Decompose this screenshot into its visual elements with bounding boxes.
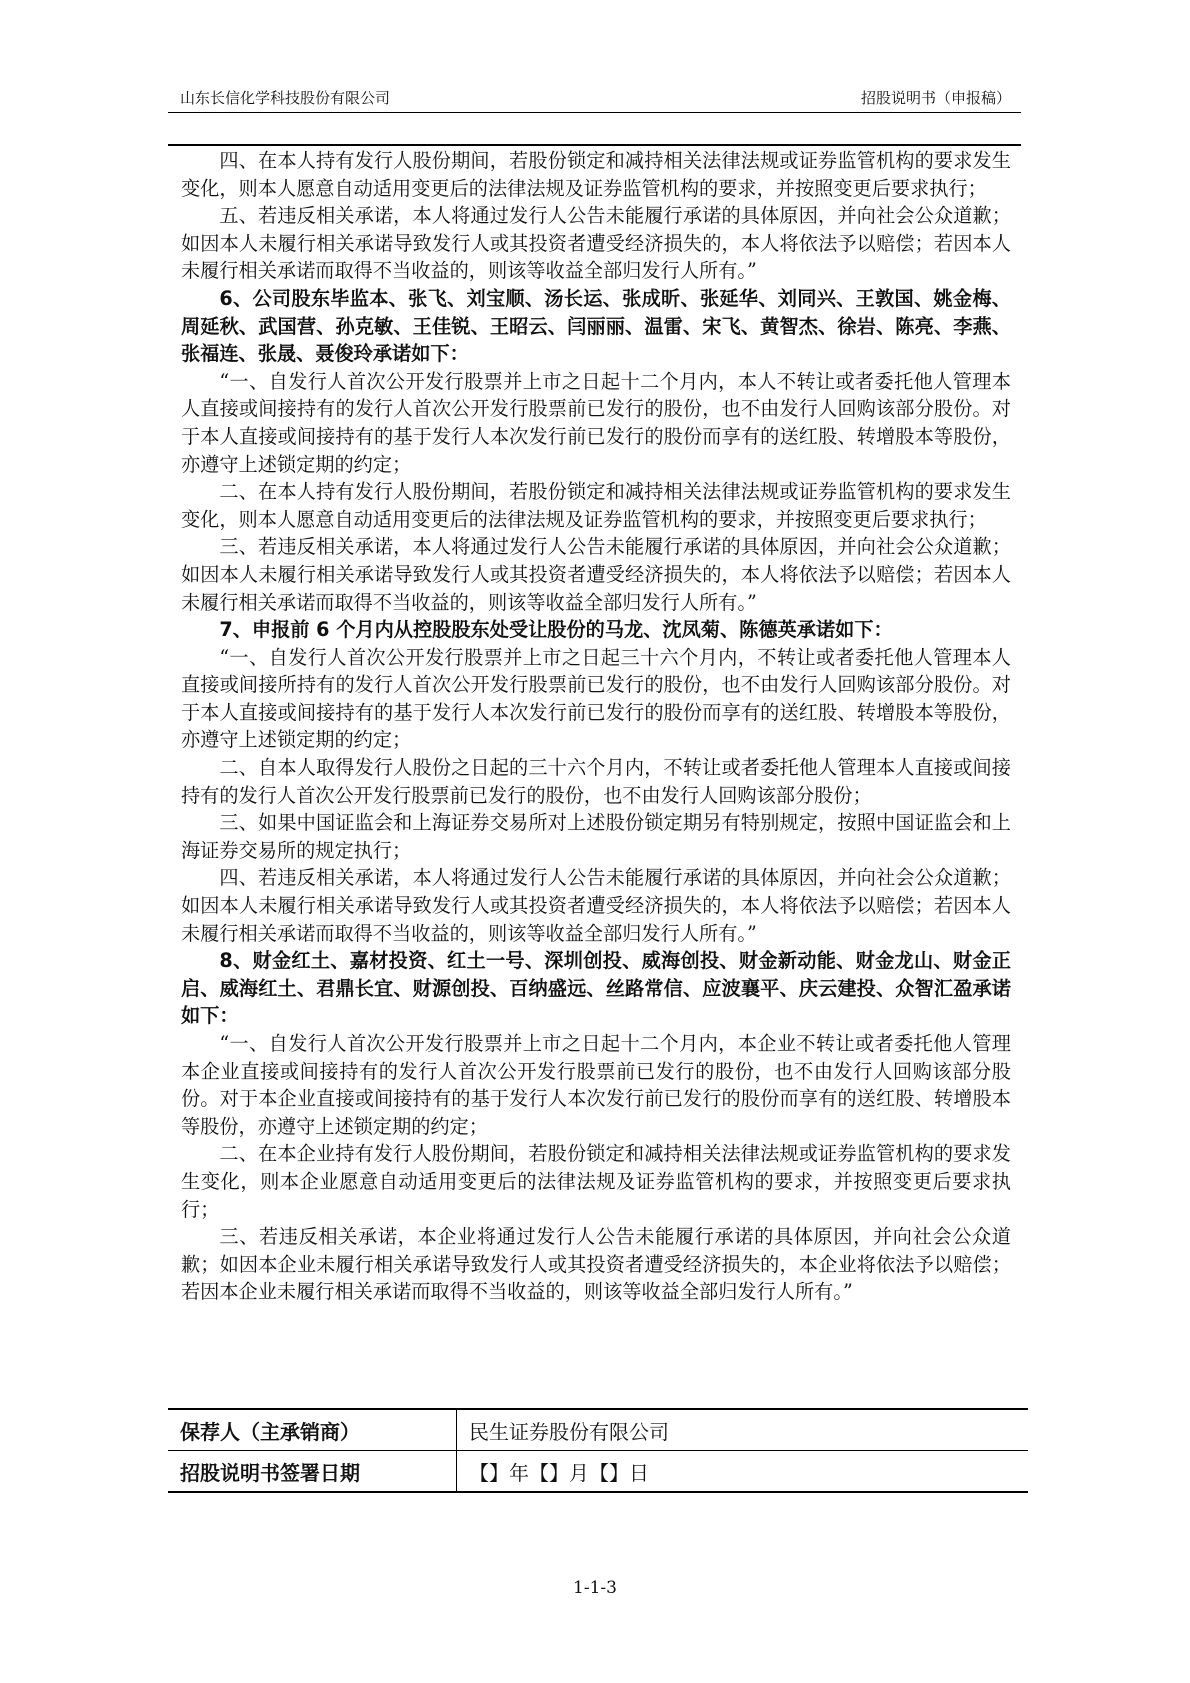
paragraph: 三、若违反相关承诺，本人将通过发行人公告未能履行承诺的具体原因，并向社会公众道歉；如因本人未履行相关承诺导致发行人或其投资者遭受经济损失的，本人将依法予以赔偿；若因本人未履行相关承诺而取得不当收益的，则该等收益全部归发行人所有。” <box>181 535 1011 614</box>
table-row <box>168 1409 1028 1451</box>
section-heading-6: 6、公司股东毕监本、张飞、刘宝顺、汤长运、张成昕、张延华、刘同兴、王敦国、姚金梅、周延秋、武国营、孙克敏、王佳锐、王昭云、闫丽丽、温雷、宋飞、黄智杰、徐岩、陈亮、李燕、张福连、张晟、聂俊玲承诺如下： <box>181 286 1011 366</box>
paragraph: 二、在本企业持有发行人股份期间，若股份锁定和减持相关法律法规或证券监管机构的要求发生变化，则本企业愿意自动适用变更后的法律法规及证券监管机构的要求，并按照变更后要求执行； <box>181 1142 1011 1221</box>
header-divider <box>168 144 1021 146</box>
section-heading-8: 8、财金红土、嘉材投资、红土一号、深圳创投、威海创投、财金新动能、财金龙山、财金正启、威海红土、君鼎长宜、财源创投、百纳盛远、丝路常信、应波襄平、庆云建投、众智汇盈承诺如下： <box>181 949 1011 1028</box>
page-number: 1-1-3 <box>573 1578 617 1598</box>
paragraph: “一、自发行人首次公开发行股票并上市之日起十二个月内，本人不转让或者委托他人管理本人直接或间接持有的发行人首次公开发行股票前已发行的股份，也不由发行人回购该部分股份。对于本人直接或间接持有的基于发行人本次发行前已发行的股份而享有的送红股、转增股本等股份，亦遵守上述锁定期的约定； <box>181 369 1011 476</box>
section-heading-7: 7、申报前 6 个月内从控股股东处受让股份的马龙、沈凤菊、陈德英承诺如下： <box>219 618 893 642</box>
paragraph: 三、如果中国证监会和上海证券交易所对上述股份锁定期另有特别规定，按照中国证监会和上海证券交易所的规定执行； <box>181 811 1011 862</box>
paragraph: 二、在本人持有发行人股份期间，若股份锁定和减持相关法律法规或证券监管机构的要求发生变化，则本人愿意自动适用变更后的法律法规及证券监管机构的要求，并按照变更后要求执行； <box>181 480 1011 531</box>
sponsor-value: 民生证券股份有限公司 <box>469 1419 669 1444</box>
sponsor-label: 保荐人（主承销商） <box>168 1409 457 1451</box>
paragraph: 五、若违反相关承诺，本人将通过发行人公告未能履行承诺的具体原因，并向社会公众道歉；如因本人未履行相关承诺导致发行人或其投资者遭受经济损失的，本人将依法予以赔偿；若因本人未履行相关承诺而取得不当收益的，则该等收益全部归发行人所有。” <box>181 204 1011 283</box>
signature-info-table <box>168 1408 1028 1493</box>
paragraph: 四、在本人持有发行人股份期间，若股份锁定和减持相关法律法规或证券监管机构的要求发生变化，则本人愿意自动适用变更后的法律法规及证券监管机构的要求，并按照变更后要求执行； <box>181 149 1011 200</box>
header-company-name: 山东长信化学科技股份有限公司 <box>180 89 391 107</box>
paragraph: 二、自本人取得发行人股份之日起的三十六个月内，不转让或者委托他人管理本人直接或间接持有的发行人首次公开发行股票前已发行的股份，也不由发行人回购该部分股份； <box>181 756 1011 807</box>
paragraph: “一、自发行人首次公开发行股票并上市之日起十二个月内，本企业不转让或者委托他人管理本企业直接或间接持有的发行人首次公开发行股票前已发行的股份，也不由发行人回购该部分股份。对于本企业直接或间接持有的基于发行人本次发行前已发行的股份而享有的送红股、转增股本等股份，亦遵守上述锁定期的约定； <box>181 1032 1011 1138</box>
signing-date-value: 【】年【】月【】日 <box>457 1451 1029 1493</box>
paragraph: 三、若违反相关承诺，本企业将通过发行人公告未能履行承诺的具体原因，并向社会公众道歉；如因本企业未履行相关承诺导致发行人或其投资者遭受经济损失的，本企业将依法予以赔偿；若因本企业未履行相关承诺而取得不当收益的，则该等收益全部归发行人所有。” <box>181 1225 1011 1304</box>
document-body <box>181 147 1011 1306</box>
paragraph: 四、若违反相关承诺，本人将通过发行人公告未能履行承诺的具体原因，并向社会公众道歉；如因本人未履行相关承诺导致发行人或其投资者遭受经济损失的，本人将依法予以赔偿；若因本人未履行相关承诺而取得不当收益的，则该等收益全部归发行人所有。” <box>181 866 1011 945</box>
paragraph: “一、自发行人首次公开发行股票并上市之日起三十六个月内，不转让或者委托他人管理本人直接或间接所持有的发行人首次公开发行股票前已发行的股份，也不由发行人回购该部分股份。对于本人直接或间接持有的基于发行人本次发行前已发行的股份而享有的送红股、转增股本等股份，亦遵守上述锁定期的约定； <box>181 645 1011 752</box>
signing-date-label: 招股说明书签署日期 <box>168 1451 457 1493</box>
page-header <box>168 82 1021 113</box>
header-document-title: 招股说明书（申报稿） <box>860 89 1011 107</box>
table-row <box>168 1451 1028 1493</box>
